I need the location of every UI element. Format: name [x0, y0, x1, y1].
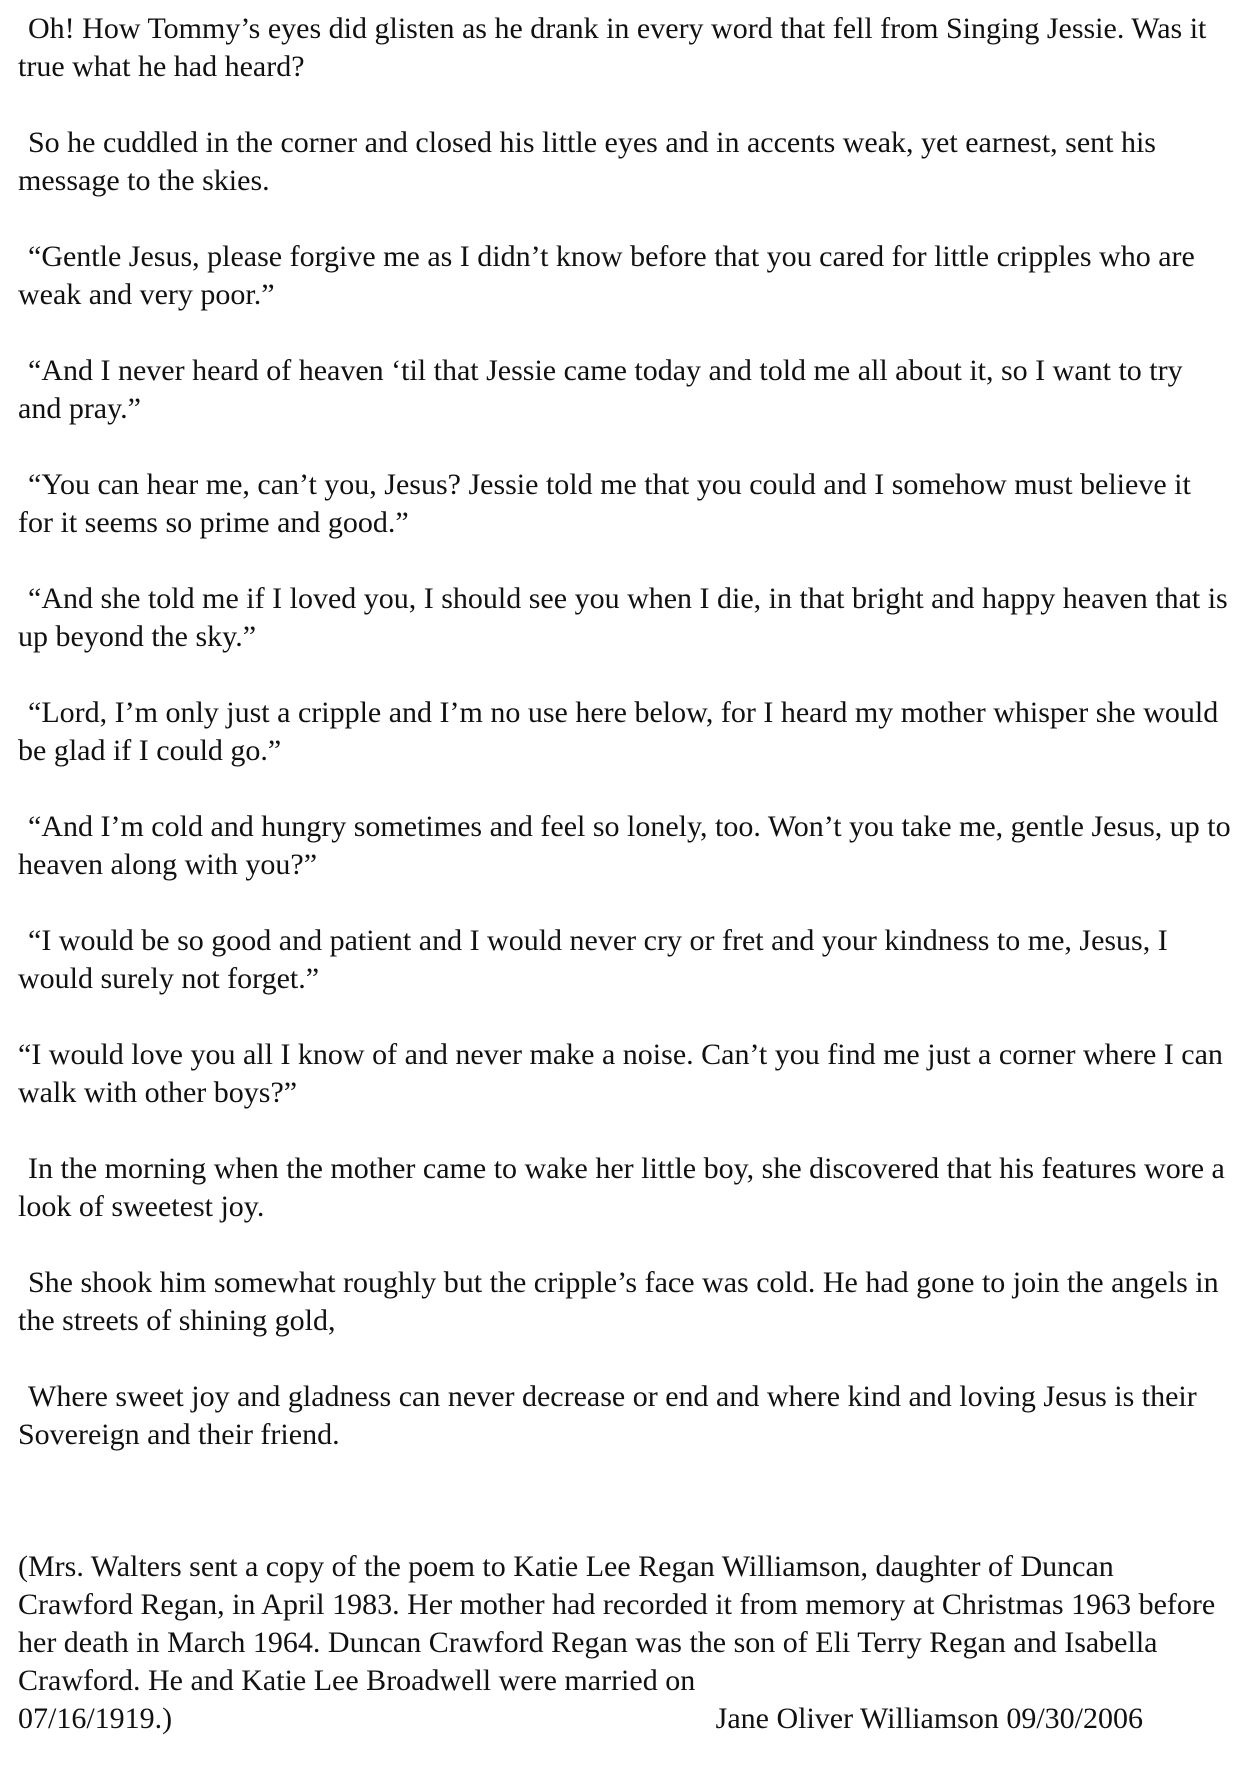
- poem-paragraph-2: So he cuddled in the corner and closed his little eyes and in accents weak, yet earnest, sent his message to the skies.: [18, 126, 1156, 197]
- poem-paragraph-3: “Gentle Jesus, please forgive me as I didn’t know before that you cared for little cripples who are weak and very poor.”: [18, 240, 1195, 311]
- poem-paragraph-8: “And I’m cold and hungry sometimes and feel so lonely, too. Won’t you take me, gentle Jesus, up to heaven along with you?”: [18, 810, 1231, 881]
- poem-paragraph-9: “I would be so good and patient and I would never cry or fret and your kindness to me, Jesus, I would surely not forget.”: [18, 924, 1168, 995]
- note-date: 07/16/1919.): [18, 1702, 173, 1735]
- poem-paragraph-4: “And I never heard of heaven ‘til that Jessie came today and told me all about it, so I want to try and pray.”: [18, 354, 1183, 425]
- poem-paragraph-11: In the morning when the mother came to wake her little boy, she discovered that his features wore a look of sweetest joy.: [18, 1152, 1225, 1223]
- provenance-note-text: (Mrs. Walters sent a copy of the poem to Katie Lee Regan Williamson, daughter of Duncan Crawford Regan, in April 1983. Her mother had recorded it from memory at Christmas 1963 before her death in March 1964. Duncan Crawford Regan was the son of Eli Terry Regan and Isabella Crawford. He and Katie Lee Broadwell were married on: [18, 1550, 1216, 1697]
- note-final-line: [18, 1700, 1143, 1738]
- poem-paragraph-7: “Lord, I’m only just a cripple and I’m no use here below, for I heard my mother whisper she would be glad if I could go.”: [18, 696, 1219, 767]
- poem-paragraph-1: Oh! How Tommy’s eyes did glisten as he drank in every word that fell from Singing Jessie. Was it true what he had heard?: [18, 12, 1207, 83]
- provenance-note: [18, 1548, 1233, 1738]
- poem-paragraph-12: She shook him somewhat roughly but the cripple’s face was cold. He had gone to join the angels in the streets of shining gold,: [18, 1266, 1219, 1337]
- poem-paragraph-10: “I would love you all I know of and never make a noise. Can’t you find me just a corner where I can walk with other boys?”: [18, 1038, 1223, 1109]
- poem-paragraph-5: “You can hear me, can’t you, Jesus? Jessie told me that you could and I somehow must believe it for it seems so prime and good.”: [18, 468, 1191, 539]
- poem-paragraph-6: “And she told me if I loved you, I should see you when I die, in that bright and happy heaven that is up beyond the sky.”: [18, 582, 1228, 653]
- poem-body: [18, 10, 1233, 1492]
- note-signature: Jane Oliver Williamson 09/30/2006: [715, 1702, 1143, 1735]
- poem-paragraph-13: Where sweet joy and gladness can never decrease or end and where kind and loving Jesus is their Sovereign and their friend.: [18, 1380, 1197, 1451]
